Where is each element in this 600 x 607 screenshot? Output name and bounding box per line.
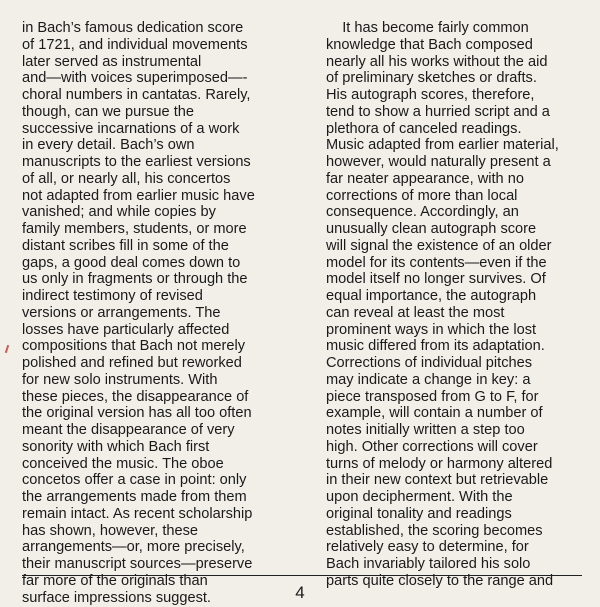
text-line: His autograph scores, therefore, bbox=[326, 87, 535, 103]
text-line: these pieces, the disappearance of bbox=[22, 388, 249, 405]
text-line: not adapted from earlier music have bbox=[22, 187, 255, 204]
text-line: corrections of more than local bbox=[326, 187, 518, 204]
text-line: indirect testimony of revised bbox=[22, 288, 203, 304]
text-line: may indicate a change in key: a bbox=[326, 371, 531, 388]
text-line: relatively easy to determine, for bbox=[326, 539, 529, 556]
margin-pen-mark bbox=[5, 345, 9, 353]
text-line: choral numbers in cantatas. Rarely, bbox=[22, 87, 251, 103]
text-line: knowledge that Bach composed bbox=[326, 36, 533, 53]
text-line: however, would naturally present a bbox=[326, 154, 551, 170]
text-line: distant scribes fill in some of the bbox=[22, 237, 229, 254]
text-line: has shown, however, these bbox=[22, 522, 199, 539]
text-line: successive incarnations of a work bbox=[22, 120, 240, 137]
text-line: their manuscript sources—preserve bbox=[22, 556, 253, 572]
text-line: versions or arrangements. The bbox=[22, 304, 221, 321]
text-line: losses have particularly affected bbox=[22, 321, 230, 338]
text-line: nearly all his works without the aid bbox=[326, 53, 548, 70]
text-line: conceived the music. The oboe bbox=[22, 455, 224, 472]
text-line: will signal the existence of an older bbox=[326, 237, 552, 254]
text-line: arrangements—or, more precisely, bbox=[22, 539, 245, 556]
text-line: model for its contents—even if the bbox=[326, 254, 547, 271]
text-line: prominent ways in which the lost bbox=[326, 321, 537, 338]
text-line: notes initially written a step too bbox=[326, 422, 525, 438]
text-line: the original version has all too often bbox=[22, 405, 252, 422]
text-line: parts quite closely to the range and bbox=[326, 572, 554, 589]
text-line: of all, or nearly all, his concertos bbox=[22, 170, 231, 187]
text-line: consequence. Accordingly, an bbox=[326, 204, 519, 221]
text-line: of 1721, and individual movements bbox=[22, 36, 248, 53]
text-line: in every detail. Bach’s own bbox=[22, 137, 195, 154]
text-line: sonority with which Bach first bbox=[22, 438, 210, 455]
text-line: compositions that Bach not merely bbox=[22, 338, 246, 355]
text-line: though, can we pursue the bbox=[22, 103, 195, 120]
text-line: remain intact. As recent scholarship bbox=[22, 505, 253, 522]
text-line: upon decipherment. With the bbox=[326, 489, 513, 505]
text-line: in their new context but retrievable bbox=[326, 472, 549, 489]
left-text-column bbox=[22, 20, 300, 606]
text-line: far neater appearance, with no bbox=[326, 170, 524, 187]
text-line: equal importance, the autograph bbox=[326, 288, 537, 304]
text-line: concetos offer a case in point: only bbox=[22, 472, 247, 489]
text-line: Music adapted from earlier material, bbox=[326, 137, 559, 154]
text-line: can reveal at least the most bbox=[326, 304, 505, 321]
text-line: music differed from its adaptation. bbox=[326, 338, 545, 355]
text-line: Corrections of individual pitches bbox=[326, 355, 533, 371]
text-line: original tonality and readings bbox=[326, 505, 512, 522]
text-line: us only in fragments or through the bbox=[22, 271, 248, 288]
text-line: model itself no longer survives. Of bbox=[326, 271, 546, 288]
text-line: It has become fairly common bbox=[326, 20, 529, 36]
text-line: turns of melody or harmony altered bbox=[326, 455, 553, 472]
text-line: Bach invariably tailored his solo bbox=[326, 556, 531, 572]
text-line: of preliminary sketches or drafts. bbox=[326, 70, 537, 87]
text-line: plethora of canceled readings. bbox=[326, 120, 522, 137]
text-line: for new solo instruments. With bbox=[22, 371, 218, 388]
footer-rule bbox=[22, 575, 582, 576]
text-line: vanished; and while copies by bbox=[22, 204, 216, 221]
text-line: established, the scoring becomes bbox=[326, 522, 543, 539]
text-line: and—with voices superimposed—- bbox=[22, 70, 248, 87]
text-line: surface impressions suggest. bbox=[22, 589, 211, 606]
text-line: far more of the originals than bbox=[22, 572, 208, 589]
text-line: piece transposed from G to F, for bbox=[326, 388, 539, 405]
text-line: example, will contain a number of bbox=[326, 405, 543, 422]
text-line: high. Other corrections will cover bbox=[326, 438, 538, 455]
text-line: manuscripts to the earliest versions bbox=[22, 154, 251, 170]
text-line: later served as instrumental bbox=[22, 53, 202, 70]
text-line: meant the disappearance of very bbox=[22, 422, 235, 438]
text-line: in Bach’s famous dedication score bbox=[22, 20, 244, 36]
text-line: polished and refined but reworked bbox=[22, 355, 242, 371]
text-line: the arrangements made from them bbox=[22, 489, 247, 505]
page-number: 4 bbox=[295, 583, 305, 602]
right-text-column bbox=[326, 20, 588, 590]
text-line: tend to show a hurried script and a bbox=[326, 103, 550, 120]
text-line: gaps, a good deal comes down to bbox=[22, 254, 241, 271]
text-line: family members, students, or more bbox=[22, 221, 247, 237]
text-line: unusually clean autograph score bbox=[326, 221, 537, 237]
